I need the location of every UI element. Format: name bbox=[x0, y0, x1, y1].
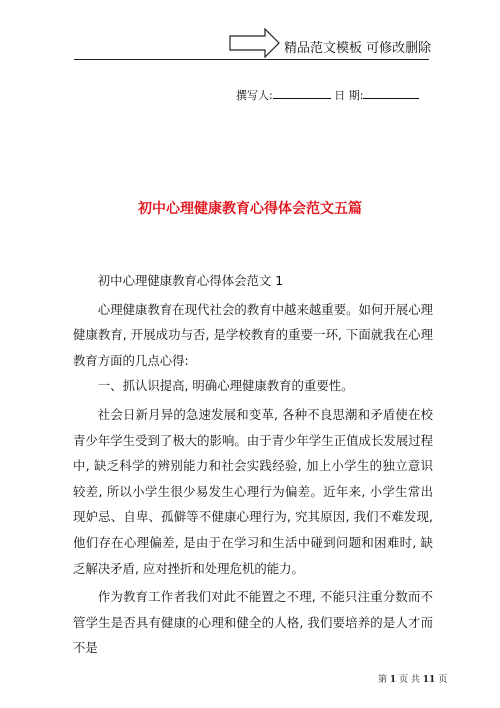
meta-line bbox=[236, 87, 419, 103]
page-footer bbox=[378, 672, 447, 685]
header-divider bbox=[74, 59, 429, 60]
writer-blank bbox=[273, 88, 331, 99]
paragraph: 社会日新月异的急速发展和变革, 各种不良思潮和矛盾使在校青少年学生受到了极大的影响。由于青少年学生正值成长发展过程中, 缺乏科学的辨别能力和社会实践经验, 加上小学生的独立意识较差, 所以小学生很少易发生心理行为偏差。近年来, 小学生常出现妒忌、自卑、孤僻等不健康心理行为, 究其原因, 我们不难发现, 他们存在心理偏差, 是由于在学习和生活中碰到问题和困难时, 缺乏解决矛盾, 应对挫折和处理危机的能力。 bbox=[73, 406, 433, 576]
paragraph: 作为教育工作者我们对此不能置之不理, 不能只注重分数而不管学生是否具有健康的心理和健全的人格, 我们要培养的是人才而不是 bbox=[73, 589, 433, 656]
page-total: 11 bbox=[422, 675, 436, 685]
page-mid: 页 共 bbox=[399, 675, 420, 685]
document-body bbox=[73, 268, 433, 661]
page-suffix: 页 bbox=[438, 675, 448, 685]
arrow-right-icon bbox=[229, 28, 281, 58]
page-header bbox=[74, 28, 432, 58]
document-title: 初中心理健康教育心得体会范文五篇 bbox=[138, 201, 362, 217]
paragraph: 一、抓认识提高, 明确心理健康教育的重要性。 bbox=[97, 378, 354, 394]
paragraph: 心理健康教育在现代社会的教育中越来越重要。如何开展心理健康教育, 开展成功与否, 是学校教育的重要一环, 下面就我在心理教育方面的几点心得: bbox=[73, 301, 433, 368]
writer-label: 撰写人: bbox=[236, 89, 273, 102]
section-subtitle: 初中心理健康教育心得体会范文 1 bbox=[97, 273, 284, 288]
page-current: 1 bbox=[389, 675, 397, 685]
page-prefix: 第 bbox=[378, 675, 388, 685]
header-banner: 精品范文模板 可修改删除 bbox=[284, 41, 432, 56]
date-label: 日 期: bbox=[334, 89, 364, 102]
date-blank bbox=[363, 88, 419, 99]
